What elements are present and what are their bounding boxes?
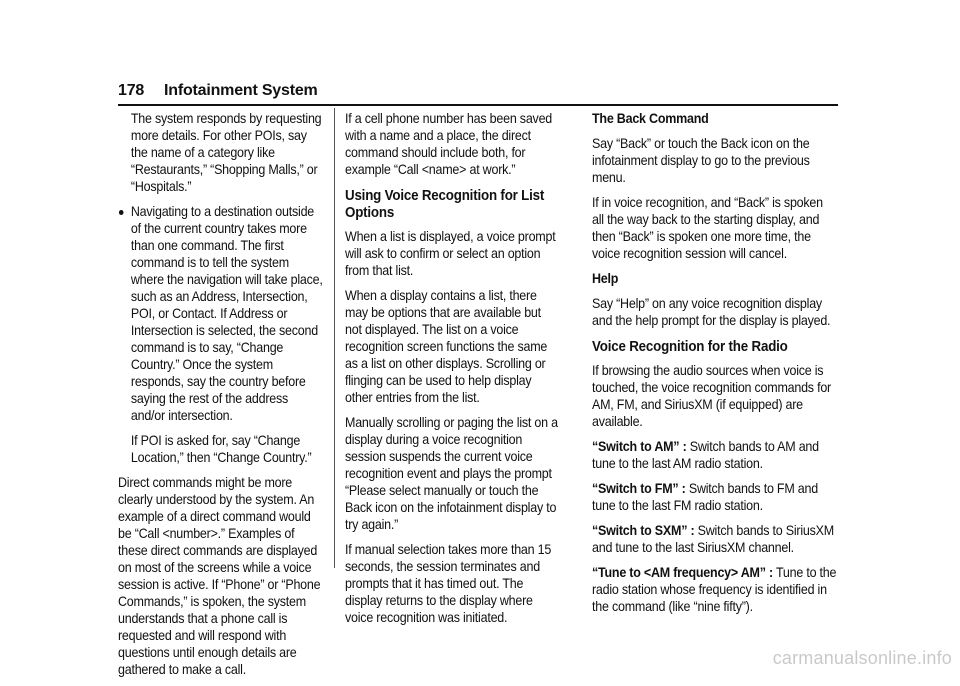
column-divider [334,108,335,568]
command-term: “Tune to <AM frequency> AM” : [592,565,773,580]
page-number: 178 [118,82,145,99]
paragraph: If browsing the audio sources when voice is touched, the voice recognition commands for AM, FM, and SiriusXM (if equipped) are available. [592,363,831,429]
command-desc: Switch bands to AM and tune to the last AM radio station. [592,439,819,471]
section-heading: Using Voice Recognition for List Options [345,188,545,221]
command-desc: Tune to the radio station whose frequency is identified in the command (like “nine fifty”). [592,565,837,614]
page-header [118,82,838,106]
paragraph: Manually scrolling or paging the list on a display during a voice recognition session suspends the current voice recognition event and plays the prompt “Please select manually or touch the Back icon on the infotainment display to try again.” [345,415,558,532]
command-desc: Switch bands to FM and tune to the last FM radio station. [592,481,818,513]
command-term: “Switch to SXM” : [592,523,695,538]
bullet-item [118,203,324,466]
column-3 [592,110,837,623]
section-title: Infotainment System [164,82,318,99]
section-heading: Voice Recognition for the Radio [592,339,788,355]
paragraph: If manual selection takes more than 15 seconds, the session terminates and prompts that it has timed out. The display returns to the display where voice recognition was initiated. [345,542,552,625]
paragraph: When a list is displayed, a voice prompt will ask to confirm or select an option from that list. [345,229,556,278]
bullet-text: Navigating to a destination outside of the current country takes more than one command. The first command is to tell the system where the navigation will take place, such as an Address, Intersection, POI, or Contact. If Address or Intersection is selected, the second command is to say, “Change Country.” Once the system responds, say the country before saying the rest of the address and/or intersection. [130,204,323,423]
paragraph: If in voice recognition, and “Back” is spoken all the way back to the starting display, and then “Back” is spoken one more time, the voice recognition session will cancel. [592,195,823,261]
watermark: carmanualsonline.info [772,648,952,668]
command-item [592,564,837,615]
bullet-icon [119,210,124,215]
command-desc: Switch bands to SiriusXM and tune to the last SiriusXM channel. [592,523,834,555]
command-item [592,522,837,556]
column-1 [118,110,324,686]
column-2 [345,110,558,634]
command-term: “Switch to AM” : [592,439,687,454]
subheading-help: Help [592,271,619,286]
command-term: “Switch to FM” : [592,481,686,496]
bullet-note: If POI is asked for, say “Change Location,” then “Change Country.” [130,433,312,465]
header-rule [118,104,838,106]
paragraph: Say “Help” on any voice recognition display and the help prompt for the display is played. [592,296,831,328]
command-item [592,438,837,472]
paragraph: Direct commands might be more clearly understood by the system. An example of a direct command would be “Call <number>.” Examples of these direct commands are displayed on most of the screens while a voice session is active. If “Phone” or “Phone Commands,” is spoken, the system understands that a phone call is requested and will respond with questions until enough details are gathered to make a call. [118,475,321,677]
paragraph: If a cell phone number has been saved with a name and a place, the direct command should include both, for example “Call <name> at work.” [345,111,553,177]
paragraph: Say “Back” or touch the Back icon on the infotainment display to go to the previous menu. [592,136,810,185]
subheading-back: The Back Command [592,111,709,126]
command-item [592,480,837,514]
paragraph: When a display contains a list, there may be options that are available but not displayed. The list on a voice recognition screen functions the same as a list on other displays. Scrolling or flinging can be used to help display other entries from the list. [345,288,548,405]
paragraph: The system responds by requesting more details. For other POIs, say the name of a category like “Restaurants,” “Shopping Malls,” or “Hospitals.” [130,111,322,194]
